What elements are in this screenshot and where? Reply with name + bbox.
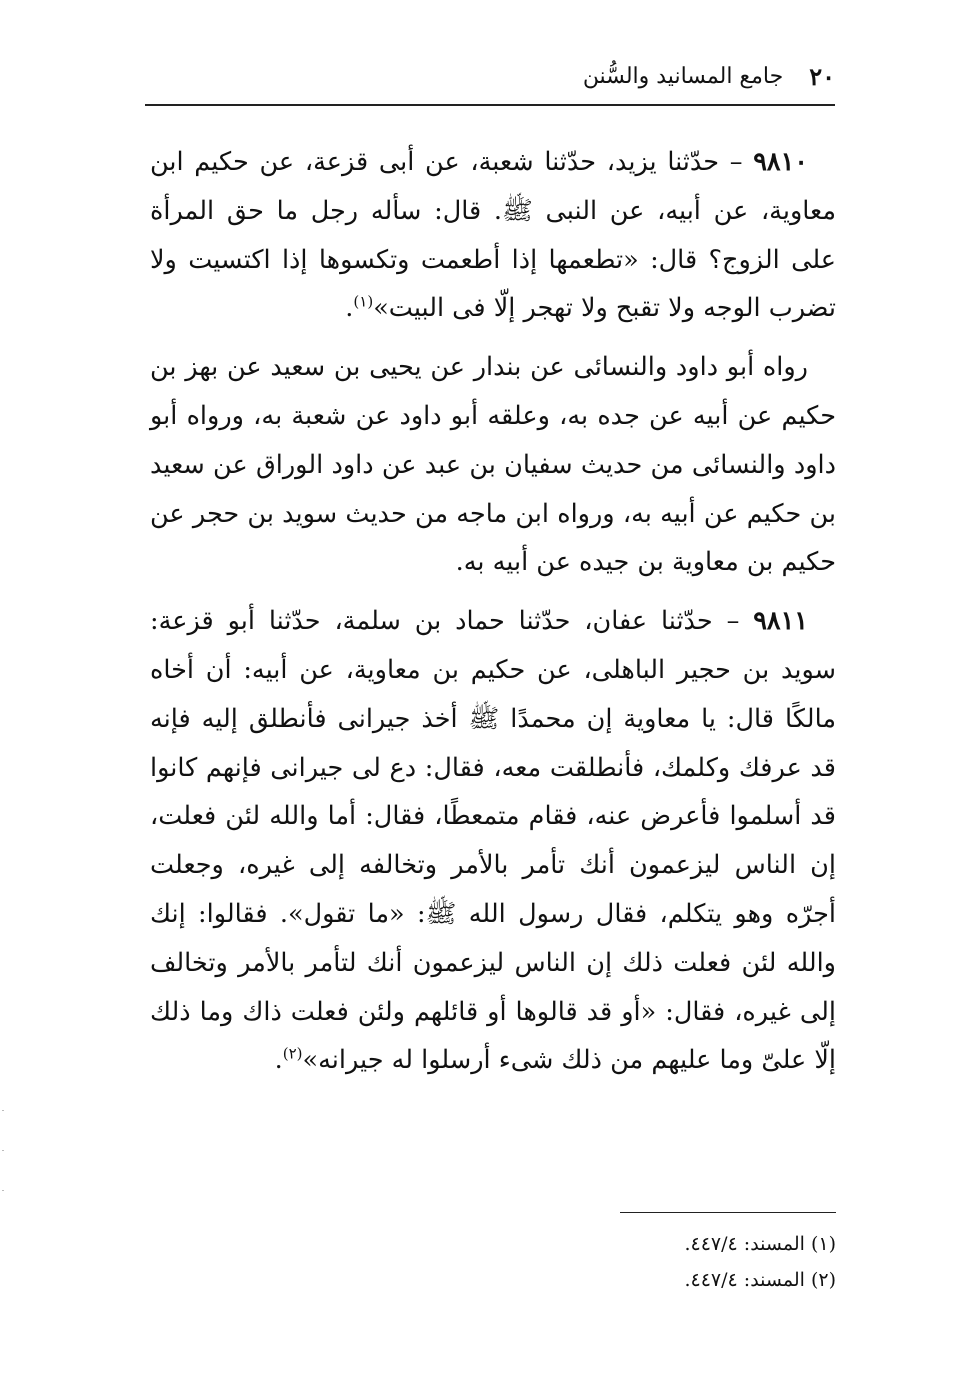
commentary-paragraph — [150, 343, 836, 587]
commentary-text: رواه أبو داود والنسائى عن بندار عن يحيى بن سعيد عن بهز بن حكيم عن أبيه عن جده به، وعلقه أبو داود عن شعبة به، ورواه أبو داود والنسائى من حديث سفيان بن عبد عن داود الوراق عن سعيد بن حكيم عن أبيه به، ورواه ابن ماجه من حديث سويد بن حجر عن حكيم بن معاوية بن جيده عن أبيه به. — [150, 352, 836, 578]
scan-speck — [2, 1190, 4, 1191]
hadith-paragraph-9810 — [150, 138, 836, 333]
header-rule — [145, 104, 835, 106]
footnotes — [560, 1226, 836, 1298]
hadith-number: ٩٨١٠ — [753, 147, 808, 177]
paragraph-tail: . — [274, 1045, 283, 1076]
footnote-reference: (١) — [353, 292, 374, 311]
footnote-1: (١) المسند: ٤٤٧/٤. — [684, 1233, 836, 1255]
scan-speck — [2, 1110, 4, 1111]
page-header — [145, 52, 835, 100]
footnote-2: (٢) المسند: ٤٤٧/٤. — [684, 1269, 836, 1291]
running-title: جامع المسانيد والسُّنن — [582, 63, 784, 89]
hadith-paragraph-9811 — [150, 597, 836, 1085]
footnote-reference: (٢) — [282, 1044, 303, 1063]
hadith-text: – حدّثنا يزيد، حدّثنا شعبة، عن أبى قزعة، عن حكيم ابن معاوية، عن أبيه، عن النبى ﷺ. قال: سأله رجل ما حق المرأة على الزوج؟ قال: «تطعمها إذا أطعمت وتكسوها إذا اكتسيت ولا تضرب الوجه ولا تقبح ولا تهجر إلّا فى البيت» — [150, 147, 836, 324]
main-text — [150, 138, 836, 1085]
page-number: ٢٠ — [809, 61, 835, 91]
hadith-number: ٩٨١١ — [753, 606, 808, 637]
scan-speck — [2, 1150, 4, 1151]
footnote-rule — [620, 1212, 836, 1213]
paragraph-tail: . — [345, 293, 354, 324]
hadith-text: – حدّثنا عفان، حدّثنا حماد بن سلمة، حدّثنا أبو قزعة: سويد بن حجير الباهلى، عن حكيم بن معاوية، عن أبيه: أن أخاه مالكًا قال: يا معاوية إن محمدًا ﷺ أخذ جيرانى فأنطلق إليه فإنه قد عرفك وكلمك، فأنطلقت معه، فقال: دع لى جيرانى فإنهم كانوا قد أسلموا فأعرض عنه، فقام متمعطًا، فقال: أما والله لئن فعلت، إن الناس ليزعمون أنك تأمر بالأمر وتخالفه إلى غيره، وجعلت أجرّه وهو يتكلم، فقال رسول الله ﷺ: «ما تقول». فقالوا: إنك والله لئن فعلت ذلك إن الناس ليزعمون أنك لتأمر بالأمر وتخالف إلى غيره، فقال: «أو قد قالوها أو قائلهم ولئن فعلت ذاك وما ذلك إلّا علىّ وما عليهم من ذلك شىء أرسلوا له جيرانه» — [150, 606, 836, 1076]
